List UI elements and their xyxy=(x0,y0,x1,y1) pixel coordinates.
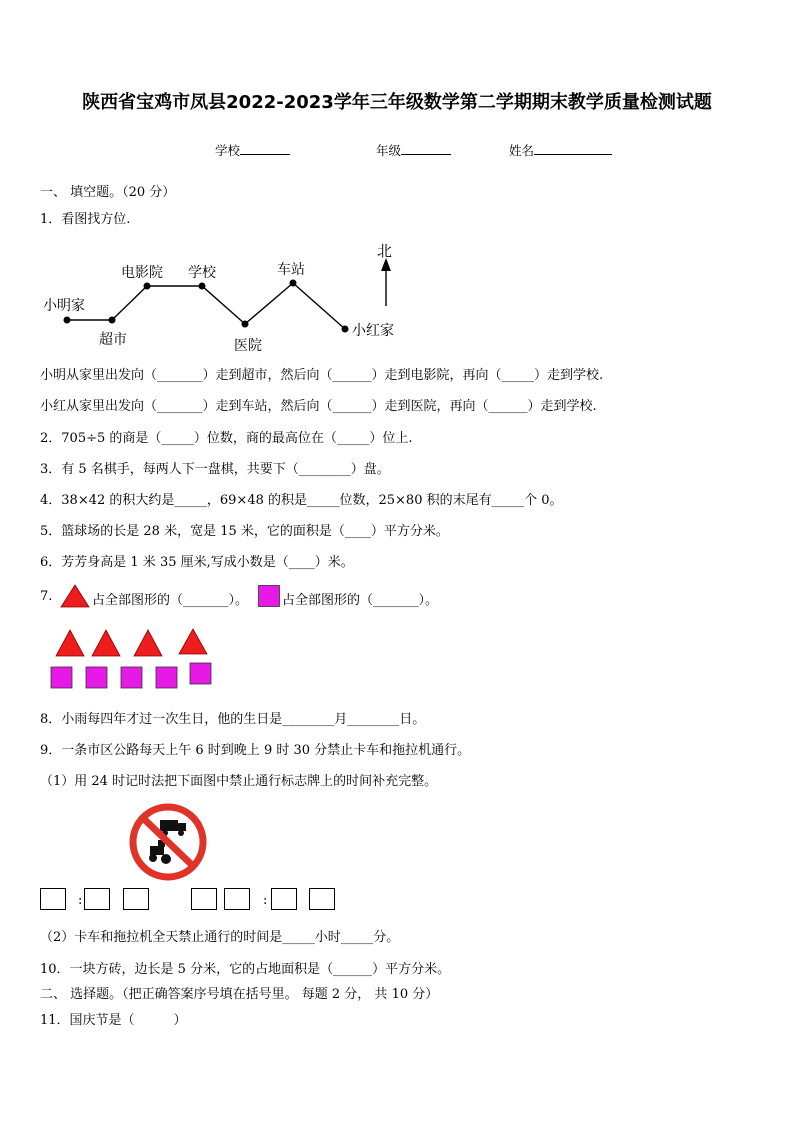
q3: 3．有 5 名棋手，每两人下一盘棋，共要下（________）盘。 xyxy=(40,462,390,477)
label-xiaohong-home: 小红家 xyxy=(352,323,394,339)
start-minute-tens-box[interactable] xyxy=(84,888,110,910)
section1-heading: 一、 填空题。（20 分） xyxy=(40,185,176,200)
square-1 xyxy=(51,667,72,688)
supermarket-point xyxy=(109,317,116,324)
q7-shapes-figure xyxy=(40,628,230,692)
q7-part2: 占全部图形的（_______）。 xyxy=(282,593,439,608)
triangle-1 xyxy=(56,630,84,656)
xiaohong-home-point xyxy=(342,326,349,333)
grade-blank xyxy=(401,141,451,155)
triangle-4 xyxy=(179,629,207,654)
start-hour-tens-box[interactable] xyxy=(40,888,66,910)
label-supermarket: 超市 xyxy=(99,332,127,348)
hospital-point xyxy=(242,321,249,328)
start-colon: : xyxy=(78,893,83,908)
triangle-3 xyxy=(134,630,162,656)
q9-sub1: （1）用 24 时记时法把下面图中禁止通行标志牌上的时间补充完整。 xyxy=(40,774,438,789)
name-label: 姓名 xyxy=(509,143,535,158)
start-minute-ones-box[interactable] xyxy=(123,888,149,910)
school-blank xyxy=(240,141,290,155)
q1-line2: 小红从家里出发向（_______）走到车站，然后向（______）走到医院，再向（______）走到学校. xyxy=(40,399,597,414)
q2: 2．705÷5 的商是（_____）位数，商的最高位在（_____）位上. xyxy=(40,431,413,446)
label-station: 车站 xyxy=(277,262,305,278)
xiaoming-home-point xyxy=(64,317,71,324)
label-xiaoming-home: 小明家 xyxy=(43,298,85,314)
label-cinema: 电影院 xyxy=(121,265,163,281)
q1-line1: 小明从家里出发向（_______）走到超市，然后向（______）走到电影院，再向（_____）走到学校. xyxy=(40,368,604,383)
label-school: 学校 xyxy=(188,265,216,281)
label-hospital: 医院 xyxy=(234,338,262,354)
school-point xyxy=(199,283,206,290)
q11: 11．国庆节是（ ） xyxy=(40,1013,187,1028)
q9-sub2: （2）卡车和拖拉机全天禁止通行的时间是_____小时_____分。 xyxy=(40,930,400,945)
label-north: 北 xyxy=(377,242,393,260)
name-field xyxy=(509,141,612,159)
name-blank xyxy=(534,141,612,155)
q8: 8．小雨每四年才过一次生日，他的生日是________月________日。 xyxy=(40,712,426,727)
cinema-point xyxy=(144,283,151,290)
grade-field xyxy=(376,141,451,159)
q7-triangle-icon xyxy=(60,584,90,609)
station-point xyxy=(290,280,297,287)
no-trucks-sign-icon xyxy=(128,802,208,882)
q5: 5．篮球场的长是 28 米，宽是 15 米，它的面积是（____）平方分米。 xyxy=(40,524,449,539)
square-3 xyxy=(121,667,142,688)
q9-prompt: 9．一条市区公路每天上午 6 时到晚上 9 时 30 分禁止卡车和拖拉机通行。 xyxy=(40,743,471,758)
square-4 xyxy=(156,667,177,688)
grade-label: 年级 xyxy=(376,143,402,158)
school-label: 学校 xyxy=(215,143,241,158)
end-minute-ones-box[interactable] xyxy=(309,888,335,910)
q1-prompt: 1．看图找方位. xyxy=(40,212,131,227)
end-minute-tens-box[interactable] xyxy=(271,888,297,910)
page-title: 陕西省宝鸡市凤县2022-2023学年三年级数学第二学期期末教学质量检测试题 xyxy=(82,92,712,113)
q4: 4．38×42 的积大约是_____，69×48 的积是_____位数，25×80 积的末尾有_____个 0。 xyxy=(40,493,563,508)
q10: 10．一块方砖，边长是 5 分米，它的占地面积是（______）平方分米。 xyxy=(40,962,451,977)
triangle-2 xyxy=(92,630,120,656)
q7-number: 7. xyxy=(40,589,53,604)
school-field xyxy=(215,141,290,159)
q7-square-icon xyxy=(258,585,280,607)
q6: 6．芳芳身高是 1 米 35 厘米,写成小数是（____）米。 xyxy=(40,555,354,570)
route-line xyxy=(67,283,345,329)
q7-part1: 占全部图形的（_______）。 xyxy=(92,593,249,608)
square-5 xyxy=(190,663,211,684)
section2-heading: 二、 选择题。（把正确答案序号填在括号里。 每题 2 分， 共 10 分） xyxy=(40,987,439,1002)
square-2 xyxy=(86,667,107,688)
end-hour-tens-box[interactable] xyxy=(191,888,217,910)
end-colon: : xyxy=(263,893,268,908)
end-hour-ones-box[interactable] xyxy=(224,888,250,910)
